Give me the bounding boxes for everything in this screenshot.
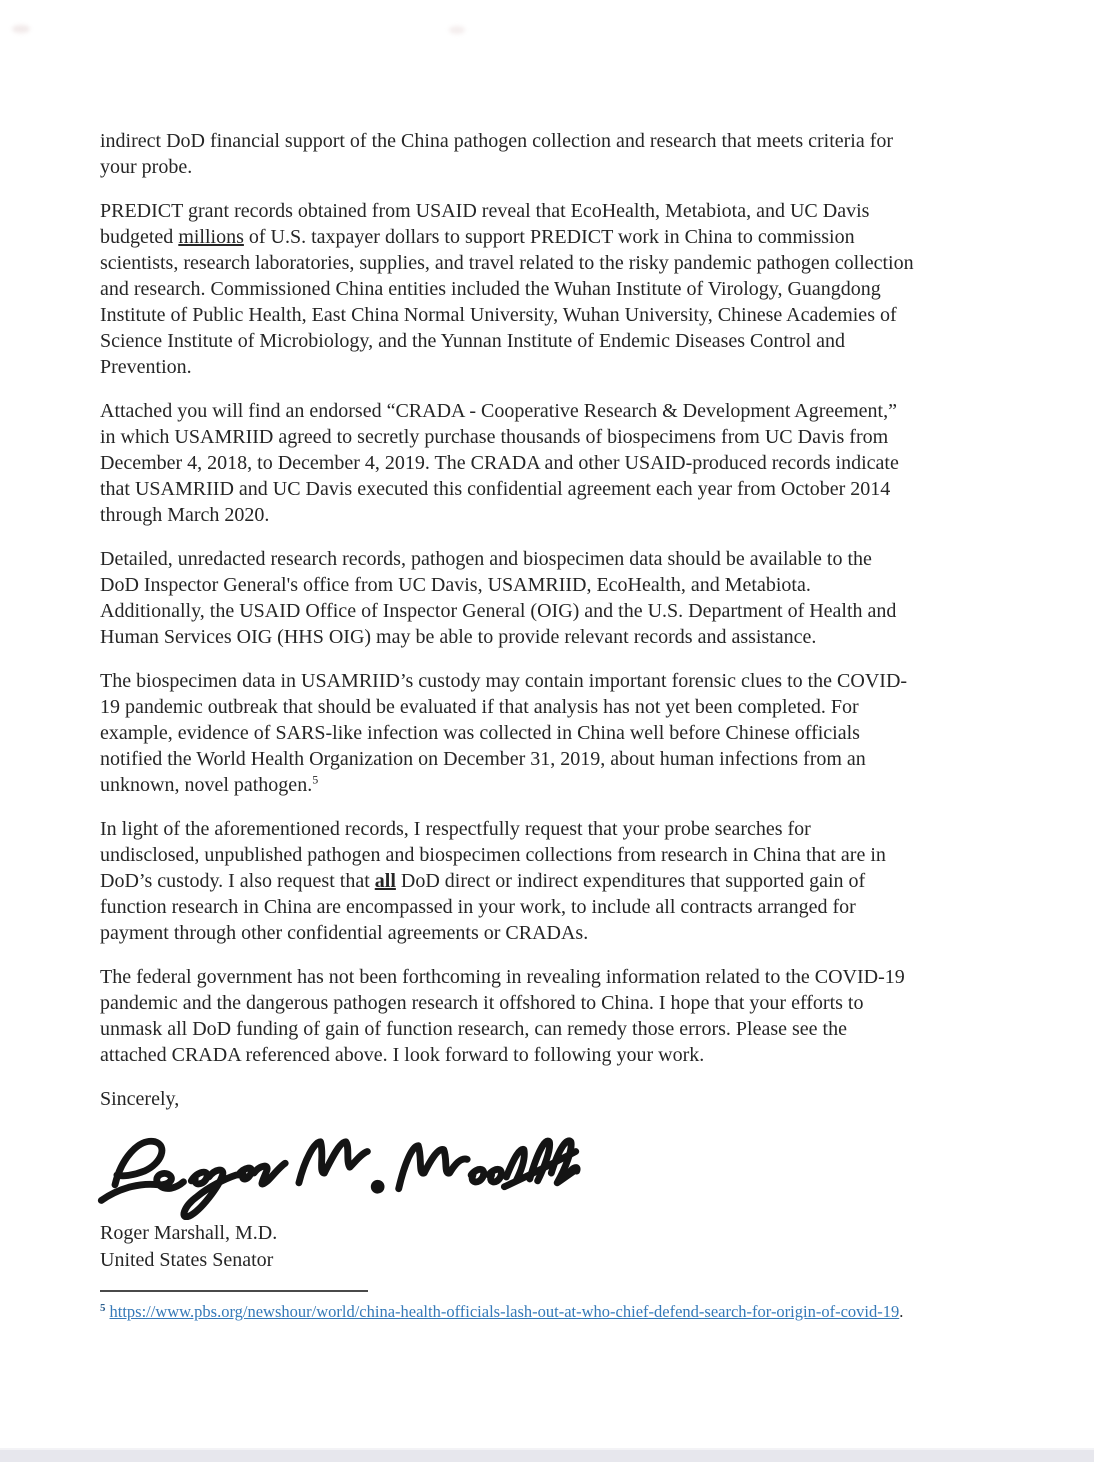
- text-line: DoD Inspector General's office from UC Davis, USAMRIID, EcoHealth, and Metabiota.: [100, 574, 811, 596]
- text-line: Additionally, the USAID Office of Inspector General (OIG) and the U.S. Department of Health and: [100, 600, 897, 622]
- footnote: [100, 1290, 903, 1323]
- text-line: The federal government has not been forthcoming in revealing information related to the COVID-19: [100, 966, 905, 988]
- scan-smudge: [12, 25, 30, 33]
- text-line: function research in China are encompassed in your work, to include all contracts arranged for: [100, 896, 856, 918]
- text-line: undisclosed, unpublished pathogen and biospecimen collections from research in China that are in: [100, 844, 886, 866]
- text-line: Institute of Public Health, East China Normal University, Wuhan University, Chinese Academies of: [100, 304, 897, 326]
- text-line: The biospecimen data in USAMRIID’s custody may contain important forensic clues to the COVID-: [100, 670, 908, 692]
- text-line: your probe.: [100, 156, 193, 178]
- text-line: notified the World Health Organization on December 31, 2019, about human infections from an: [100, 748, 866, 770]
- text-line: Human Services OIG (HHS OIG) may be able to provide relevant records and assistance.: [100, 626, 817, 648]
- closing: Sincerely,: [100, 1088, 180, 1110]
- text-line: payment through other confidential agreements or CRADAs.: [100, 922, 589, 944]
- text-line: example, evidence of SARS-like infection was collected in China well before Chinese officials: [100, 722, 860, 744]
- text-line: unknown, novel pathogen.$^5$: [100, 772, 319, 796]
- footnote-separator: [100, 1290, 368, 1292]
- text-line: In light of the aforementioned records, I respectfully request that your probe searches for: [100, 818, 811, 840]
- signature-image: [94, 1130, 586, 1220]
- footnote-text: [100, 1301, 903, 1323]
- paragraph: [100, 546, 1010, 650]
- text-line: 19 pandemic outbreak that should be evaluated if that analysis has not yet been completed. For: [100, 696, 859, 718]
- scan-edge-strip: [0, 1448, 1094, 1462]
- text-line: December 4, 2018, to December 4, 2019. The CRADA and other USAID-produced records indicate: [100, 452, 899, 474]
- paragraphs-container: [100, 128, 1010, 1068]
- text-line: and research. Commissioned China entities included the Wuhan Institute of Virology, Guangdong: [100, 278, 881, 300]
- text-line: budgeted millions of U.S. taxpayer dollars to support PREDICT work in China to commission: [100, 226, 855, 248]
- paragraph: [100, 668, 1010, 798]
- text-line: Detailed, unredacted research records, pathogen and biospecimen data should be available to the: [100, 548, 872, 570]
- text-line: DoD’s custody. I also request that all DoD direct or indirect expenditures that supported gain of: [100, 870, 866, 892]
- paragraph: [100, 816, 1010, 946]
- footnote-marker: 5: [100, 1301, 106, 1314]
- footnote-link[interactable]: https://www.pbs.org/newshour/world/china-health-officials-lash-out-at-who-chief-defend-search-for-origin-of-covid-19: [109, 1302, 900, 1321]
- footnote-suffix: .: [899, 1302, 904, 1321]
- signatory-title: United States Senator: [100, 1248, 274, 1271]
- text-line: unmask all DoD funding of gain of function research, can remedy those errors. Please see the: [100, 1018, 847, 1040]
- text-line: indirect DoD financial support of the China pathogen collection and research that meets criteria for: [100, 130, 894, 152]
- paragraph: [100, 964, 1010, 1068]
- text-line: in which USAMRIID agreed to secretly purchase thousands of biospecimens from UC Davis from: [100, 426, 889, 448]
- letter-body: [100, 128, 1010, 1273]
- text-line: pandemic and the dangerous pathogen research it offshored to China. I hope that your efforts to: [100, 992, 864, 1014]
- paragraph: [100, 128, 1010, 180]
- text-line: scientists, research laboratories, supplies, and travel related to the risky pandemic pathogen collection: [100, 252, 914, 274]
- text-line: PREDICT grant records obtained from USAID reveal that EcoHealth, Metabiota, and UC Davis: [100, 200, 870, 222]
- text-line: Attached you will find an endorsed “CRADA - Cooperative Research & Development Agreement,”: [100, 400, 897, 422]
- signatory-name: Roger Marshall, M.D.: [100, 1222, 278, 1244]
- text-line: Prevention.: [100, 356, 192, 378]
- text-line: that USAMRIID and UC Davis executed this confidential agreement each year from October 2014: [100, 478, 891, 500]
- paragraph: [100, 198, 1010, 380]
- text-line: attached CRADA referenced above. I look forward to following your work.: [100, 1044, 705, 1066]
- text-line: Science Institute of Microbiology, and the Yunnan Institute of Endemic Diseases Control and: [100, 330, 846, 352]
- paragraph: [100, 398, 1010, 528]
- text-line: through March 2020.: [100, 504, 270, 526]
- scan-smudge: [449, 26, 465, 34]
